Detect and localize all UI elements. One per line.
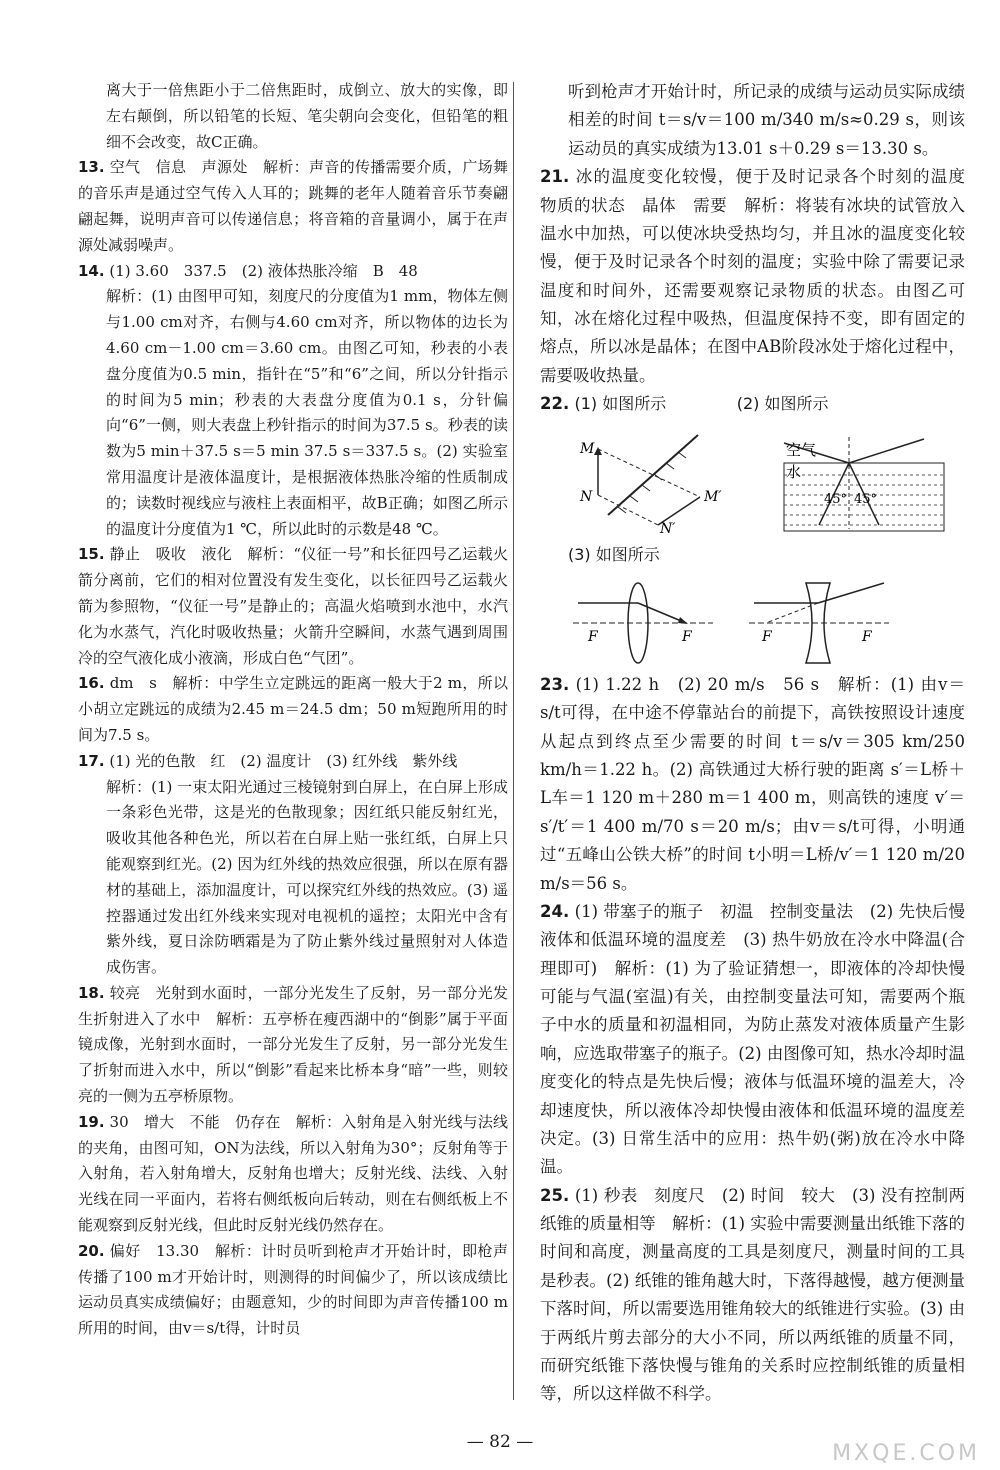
answer-text: 冰的温度变化较慢，便于及时记录各个时刻的温度 物质的状态 晶体 需要 解析：将装有冰块的试管放入温水中加热，可以使冰块受热均匀，并且冰的温度变化较慢，便于及时记录各个时刻的温度；实验中除了需要记录温度和时间外，还需要观察记录物质的状态。由图乙可知，冰在熔化过程中吸热，但温度保持不变，即有固定的熔点，所以冰是晶体；在图中AB阶段冰处于熔化过程中，需要吸收热量。 — [540, 167, 982, 385]
answer-24 — [540, 898, 982, 1182]
answer-text: 空气 信息 声源处 解析：声音的传播需要介质，广场舞的音乐声是通过空气传入人耳的；跳舞的老年人随着音乐节奏翩翩起舞，说明声音可以传递信息；将音箱的音量调小，属于在声源处减弱噪声。 — [78, 158, 508, 254]
q12-continuation: 离大于一倍焦距小于二倍焦距时，成倒立、放大的实像，即左右颠倒，所以铅笔的长短、笔尖朝向会变化，但铅笔的粗细不会改变，故C正确。 — [106, 81, 508, 151]
answer-text: (1) 秒表 刻度尺 (2) 时间 较大 (3) 没有控制两纸锥的质量相等 解析：(1) 实验中需要测量出纸锥下落的时间和高度，测量高度的工具是刻度尺，测量时间的工具是秒表。(2) 纸锥的锥角越大时，下落得越慢，越方便测量下落时间，所以需要选用锥角较大的纸锥进行实验。(3) 由于两纸片剪去部分的大小不同，所以两纸锥的质量不同，而研究纸锥下落快慢与锥角的关系时应控制纸锥的质量相等，所以这样做不科学。 — [540, 1185, 966, 1404]
answer-text: dm s 解析：中学生立定跳远的距离一般大于2 m，所以小胡立定跳远的成绩为2.45 m＝24.5 dm；50 m短跑所用的时间为7.5 s。 — [78, 674, 508, 744]
page-number: — 82 — — [466, 1432, 534, 1452]
question-number: 13. — [78, 158, 105, 177]
angle-label-left: 45° — [824, 491, 848, 507]
question-number: 19. — [78, 1112, 105, 1131]
answer-17 — [78, 749, 508, 981]
answer-text: 30 增大 不能 仍存在 解析：入射角是入射光线与法线的夹角，由图可知，ON为法线，所以入射角为30°；反射角等于入射角，若入射角增大，反射角也增大；反射光线、法线、入射光线在同一平面内，若将右侧纸板向后转动，则在右侧纸板上不能观察到反射光线，但此时反射光线仍然存在。 — [78, 1112, 508, 1235]
answer-summary: (1) 光的色散 红 (2) 温度计 (3) 红外线 紫外线 — [109, 751, 458, 770]
right-column — [540, 78, 982, 1409]
answer-23 — [540, 671, 965, 898]
answer-22 — [540, 390, 965, 665]
answer-14 — [78, 259, 508, 543]
left-column — [78, 78, 508, 1342]
question-number: 25. — [540, 1185, 570, 1205]
question-number: 24. — [540, 901, 570, 921]
figure-caption-2: (2) 如图所示 — [736, 394, 829, 414]
angle-label-right: 45° — [854, 491, 878, 507]
question-number: 22. — [540, 394, 570, 414]
q20-continuation: 听到枪声才开始计时，所记录的成绩与运动员实际成绩相差的时间 t＝s/v＝100 m/340 m/s≈0.29 s，则该运动员的真实成绩为13.01 s＋0.29 s＝13.30 s。 — [568, 82, 965, 158]
answer-21 — [540, 163, 982, 390]
label-N: N — [580, 488, 593, 505]
answer-text: 较亮 光射到水面时，一部分光发生了反射，另一部分光发生折射进入了水中 解析：五亭桥在瘦西湖中的“倒影”属于平面镜成像，光射到水面时，一部分光发生了反射，另一部分光发生了折射而进入水中，所以“倒影”看起来比桥本身“暗”一些，则较亮的一侧为五亭桥原物。 — [78, 983, 508, 1106]
label-N-prime: N′ — [660, 520, 676, 535]
answer-summary: (1) 3.60 337.5 (2) 液体热胀冷缩 B 48 — [109, 261, 418, 280]
label-water: 水 — [786, 462, 802, 481]
convex-lens-diagram — [568, 575, 718, 665]
answer-text: 偏好 13.30 解析：计时员听到枪声才开始计时，即枪声传播了100 m才开始计时，则测得的时间偏少了，所以该成绩比运动员真实成绩偏好；由题意知，少的时间即为声音传播100 m所用的时间，由v＝s/t得，计时员 — [78, 1241, 508, 1338]
label-M-prime: M′ — [704, 488, 722, 505]
analysis-text: 解析：(1) 由图甲可知，刻度尺的分度值为1 mm，物体左侧与1.00 cm对齐，右侧与4.60 cm对齐，所以物体的边长为4.60 cm－1.00 cm＝3.60 cm。由图乙可知，秒表的小表盘分度值为0.5 min，指针在“5”和“6”之间，所以分针指示的时间为5 min；秒表的大表盘分度值为0.1 s，分针偏向“6”一侧，则大表盘上秒针指示的时间为37.5 s。秒表的读数为5 min＋37.5 s＝5 min 37.5 s＝337.5 s。(2) 实验室常用温度计是液体温度计，是根据液体热胀冷缩的性质制成的；读数时视线应与液柱上表面相平，故B正确；如图乙所示的温度计分度值为1 ℃，所以此时的示数是48 ℃。 — [106, 287, 508, 538]
answer-13 — [78, 155, 508, 258]
figure-caption-3: (3) 如图所示 — [568, 544, 660, 564]
figure-row-2 — [568, 575, 965, 665]
answer-18 — [78, 981, 508, 1110]
question-number: 23. — [540, 674, 570, 694]
figure-row-1 — [568, 425, 965, 535]
plane-mirror-diagram — [568, 425, 738, 535]
watermark: MXQE.COM — [832, 1441, 980, 1466]
answer-text: 静止 吸收 液化 解析：“仪征一号”和长征四号乙运载火箭分离前，它们的相对位置没有发生变化，以长征四号乙运载火箭为参照物，“仪征一号”是静止的；高温火焰喷到水池中，水汽化为水蒸气，汽化时吸收热量；火箭升空瞬间，水蒸气遇到周围冷的空气液化成小液滴，形成白色“气团”。 — [78, 545, 508, 667]
label-M: M — [580, 440, 595, 457]
question-number: 20. — [78, 1241, 105, 1260]
focus-label-right: F — [862, 628, 872, 645]
answer-15 — [78, 542, 508, 671]
concave-lens-diagram — [744, 575, 894, 665]
answer-20 — [78, 1239, 508, 1342]
answer-16 — [78, 671, 508, 748]
answer-19 — [78, 1110, 508, 1239]
figure-caption-1: (1) 如图所示 — [574, 394, 667, 414]
question-number: 18. — [78, 983, 105, 1002]
column-divider — [513, 82, 514, 1400]
focus-label-left: F — [762, 628, 772, 645]
answer-text: (1) 1.22 h (2) 20 m/s 56 s 解析：(1) 由v＝s/t可得，在中途不停靠站台的前提下，高铁按照设计速度从起点到终点至少需要的时间 t＝s/v＝305 km/250 km/h＝1.22 h。(2) 高铁通过大桥行驶的距离 s′＝L桥＋L车＝1 120 m＋280 m＝1 400 m，则高铁的速度 v′＝s′/t′＝1 400 m/70 s＝20 m/s；由v＝s/t可得，小明通过“五峰山公铁大桥”的时间 t小明＝L桥/v′＝1 120 m/20 m/s＝56 s。 — [540, 674, 966, 893]
question-number: 15. — [78, 545, 105, 564]
label-air: 空气 — [786, 440, 817, 459]
question-number: 21. — [540, 167, 570, 187]
refraction-diagram — [764, 425, 954, 535]
analysis-text: 解析：(1) 一束太阳光通过三棱镜射到白屏上，在白屏上形成一条彩色光带，这是光的色散现象；因红纸只能反射红光，吸收其他各种色光，所以若在白屏上贴一张红纸，白屏上只能观察到红光。(2) 因为红外线的热效应很强，所以在原有器材的基础上，添加温度计，可以探究红外线的热效应。(3) 遥控器通过发出红外线来实现对电视机的遥控；太阳光中含有紫外线，夏日涂防晒霜是为了防止紫外线过量照射对人体造成伤害。 — [106, 777, 508, 977]
focus-label-left: F — [588, 628, 598, 645]
question-number: 17. — [78, 751, 105, 770]
answer-25 — [540, 1182, 965, 1409]
focus-label-right: F — [682, 628, 692, 645]
question-number: 14. — [78, 261, 105, 280]
question-number: 16. — [78, 674, 105, 693]
answer-text: (1) 带塞子的瓶子 初温 控制变量法 (2) 先快后慢 液体和低温环境的温度差 (3) 热牛奶放在冷水中降温(合理即可) 解析：(1) 为了验证猜想一，即液体的冷却快慢可能与气温(室温)有关，由控制变量法可知，需要两个瓶子中水的质量和初温相同，为防止蒸发对液体质量产生影响，应选取带塞子的瓶子。(2) 由图像可知，热水冷却时温度变化的特点是先快后慢；液体与低温环境的温差大，冷却速度快，所以液体冷却快慢由液体和低温环境的温度差决定。(3) 日常生活中的应用：热牛奶(粥)放在冷水中降温。 — [540, 901, 982, 1177]
